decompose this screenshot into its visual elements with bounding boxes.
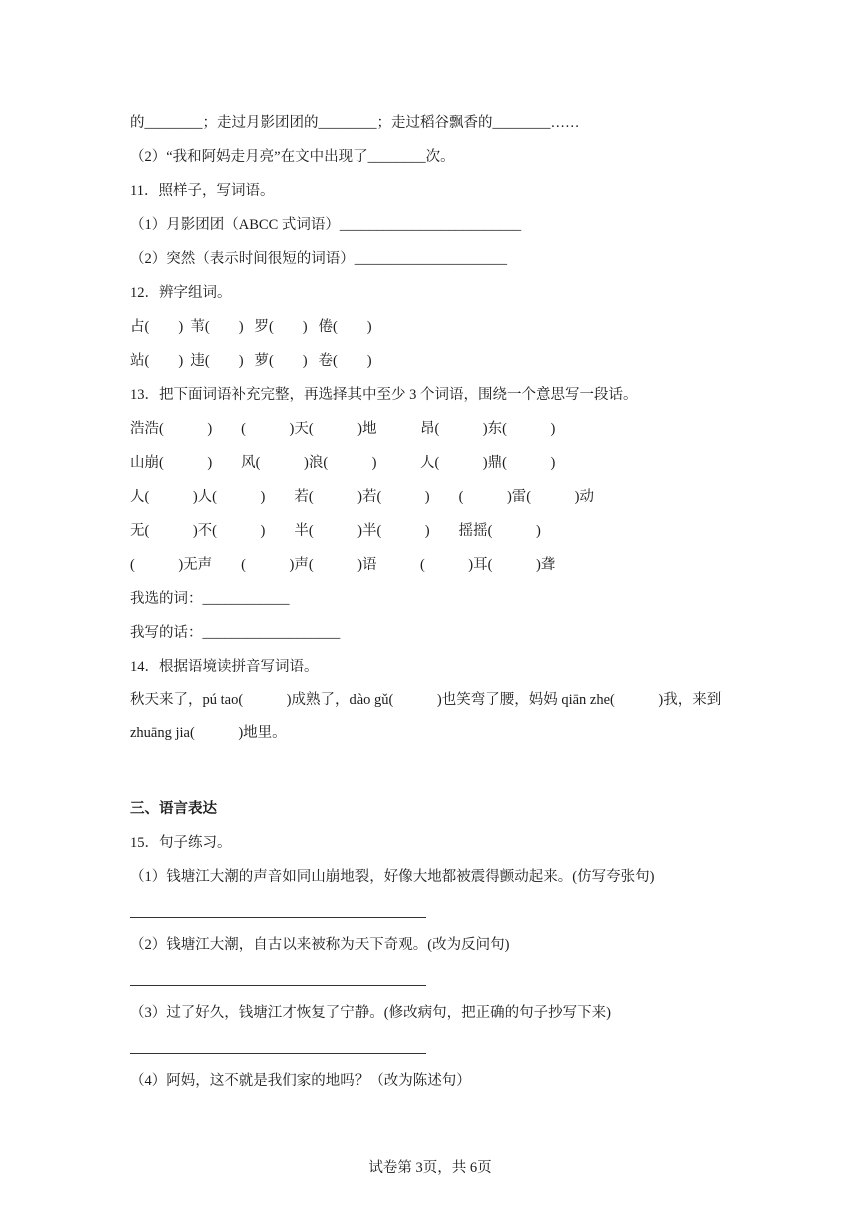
q15-part1: （1）钱塘江大潮的声音如同山崩地裂，好像大地都被震得颤动起来。(仿写夸张句) xyxy=(130,869,655,885)
q12-row1: 占( ) 苇( ) 罗( ) 倦( ) xyxy=(130,319,372,335)
q15-part2-answer-line xyxy=(130,985,426,986)
q11-heading: 11．照样子，写词语。 xyxy=(130,183,275,199)
q10-part1-continuation: 的________；走过月影团团的________；走过稻谷飘香的________…… xyxy=(130,115,580,131)
q13-chosen-words: 我选的词：____________ xyxy=(130,591,290,607)
q13-row5: ( )无声 ( )声( )语 ( )耳( )聋 xyxy=(130,557,556,573)
q11-part1: （1）月影团团（ABCC 式词语）_________________________ xyxy=(130,217,522,233)
q13-row3: 人( )人( ) 若( )若( ) ( )雷( )动 xyxy=(130,489,594,505)
q12-row2: 站( ) 违( ) 萝( ) 卷( ) xyxy=(130,353,372,369)
q13-row1: 浩浩( ) ( )天( )地 昂( )东( ) xyxy=(130,421,556,437)
q13-heading: 13．把下面词语补充完整，再选择其中至少 3 个词语，围绕一个意思写一段话。 xyxy=(130,387,638,403)
q15-part3-answer-line xyxy=(130,1053,426,1054)
q15-part3: （3）过了好久，钱塘江才恢复了宁静。(修改病句，把正确的句子抄写下来) xyxy=(130,1005,611,1021)
q13-written-text: 我写的话：___________________ xyxy=(130,625,341,641)
q14-text-line1: 秋天来了，pú tao( )成熟了，dào gǔ( )也笑弯了腰，妈妈 qiān zhe( )我，来到 xyxy=(130,692,722,708)
page-footer: 试卷第 3页，共 6页 xyxy=(368,1160,492,1176)
q14-text-line2: zhuāng jia( )地里。 xyxy=(130,725,287,741)
q15-heading: 15．句子练习。 xyxy=(130,835,232,851)
q14-heading: 14．根据语境读拼音写词语。 xyxy=(130,659,319,675)
q10-part2: （2）“我和阿妈走月亮”在文中出现了________次。 xyxy=(130,149,455,165)
q13-row2: 山崩( ) 风( )浪( ) 人( )鼎( ) xyxy=(130,455,556,471)
q13-row4: 无( )不( ) 半( )半( ) 摇摇( ) xyxy=(130,523,541,539)
q15-part2: （2）钱塘江大潮，自古以来被称为天下奇观。(改为反问句) xyxy=(130,937,510,953)
q12-heading: 12．辨字组词。 xyxy=(130,285,232,301)
q15-part4: （4）阿妈，这不就是我们家的地吗？（改为陈述句） xyxy=(130,1073,471,1089)
section-three-title: 三、语言表达 xyxy=(130,801,217,817)
q11-part2: （2）突然（表示时间很短的词语）_____________________ xyxy=(130,251,507,267)
q15-part1-answer-line xyxy=(130,917,426,918)
